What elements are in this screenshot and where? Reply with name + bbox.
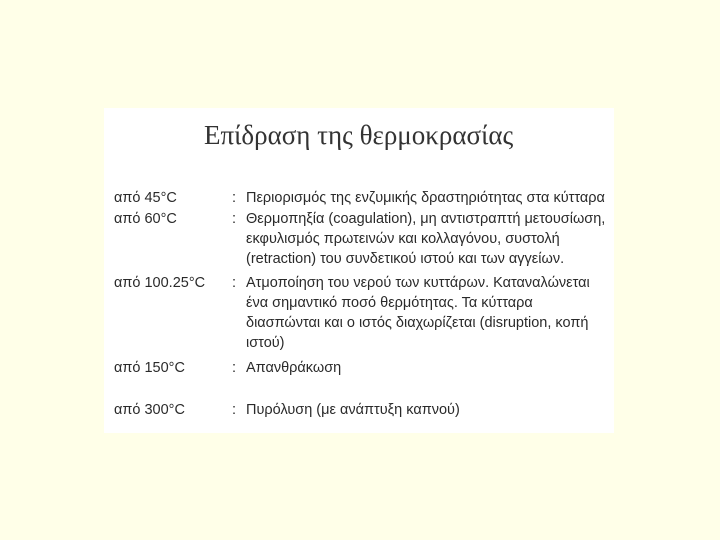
temperature-label: από 100.25°C [114, 275, 206, 291]
description-line: ιστού) [246, 335, 285, 351]
temperature-label: από 45°C [114, 190, 177, 206]
description-line: διασπώνται και ο ιστός διαχωρίζεται (disruption, κοπή [246, 315, 589, 331]
effect-description [246, 273, 616, 353]
effect-description [246, 188, 616, 208]
description-line: ένα σημαντικό ποσό θερμότητας. Τα κύτταρα [246, 295, 533, 311]
temperature-label: από 150°C [114, 360, 185, 376]
separator: : [232, 190, 237, 206]
content-panel [104, 108, 614, 433]
effect-description [246, 209, 616, 269]
separator: : [232, 360, 237, 376]
temperature-label: από 300°C [114, 402, 185, 418]
separator: : [232, 402, 237, 418]
description-line: εκφυλισμός πρωτεινών και κολλαγόνου, συστολή [246, 231, 560, 247]
description-line: Περιορισμός της ενζυμικής δραστηριότητας στα κύτταρα [246, 190, 605, 206]
slide-title: Επίδραση της θερμοκρασίας [204, 120, 514, 150]
effect-description [246, 400, 616, 420]
description-line: Θερμοπηξία (coagulation), μη αντιστραπτή μετουσίωση, [246, 211, 606, 227]
temperature-label: από 60°C [114, 211, 177, 227]
description-line: Ατμοποίηση του νερού των κυττάρων. Καταναλώνεται [246, 275, 590, 291]
description-line: Απανθράκωση [246, 360, 342, 376]
description-line: Πυρόλυση (με ανάπτυξη καπνού) [246, 402, 460, 418]
effect-description [246, 358, 616, 378]
separator: : [232, 275, 237, 291]
description-line: (retraction) του συνδετικού ιστού και των αγγείων. [246, 251, 565, 267]
separator: : [232, 211, 237, 227]
